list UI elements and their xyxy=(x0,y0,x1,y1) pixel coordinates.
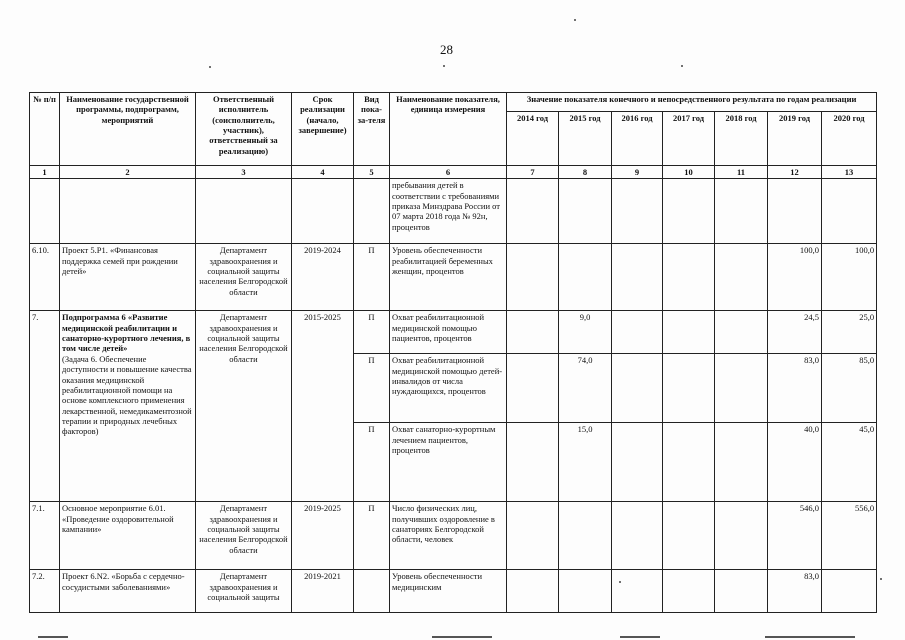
type-cell: П xyxy=(354,311,390,354)
value-2020: 85,0 xyxy=(822,354,877,423)
indicators-table xyxy=(29,92,877,613)
header-period: Срок реализации (начало, завершение) xyxy=(292,93,354,166)
column-number: 12 xyxy=(768,166,822,179)
cell-empty xyxy=(292,179,354,244)
row-number: 7.1. xyxy=(30,502,60,570)
executor-cell: Департамент здравоохранения и социальной защиты xyxy=(196,570,292,613)
value-2019: 24,5 xyxy=(768,311,822,354)
header-year: 2016 год xyxy=(612,112,663,166)
executor-cell: Департамент здравоохранения и социальной защиты населения Белгородской области xyxy=(196,502,292,570)
executor-cell: Департамент здравоохранения и социальной защиты населения Белгородской области xyxy=(196,311,292,502)
cell-empty xyxy=(60,179,196,244)
header-type: Вид пока-за-теля xyxy=(354,93,390,166)
period-cell: 2015-2025 xyxy=(292,311,354,502)
page-number: 28 xyxy=(440,42,453,57)
cell-empty xyxy=(354,179,390,244)
value-2019: 83,0 xyxy=(768,570,822,613)
column-number: 13 xyxy=(822,166,877,179)
table-row xyxy=(30,179,877,244)
executor-cell: Департамент здравоохранения и социальной защиты населения Белгородской области xyxy=(196,244,292,311)
indicator-cell: Число физических лиц, получивших оздоровление в санаториях Белгородской области, человек xyxy=(390,502,507,570)
subprogram-name xyxy=(60,311,196,502)
indicator-cell: Охват реабилитационной медицинской помощью детей-инвалидов от числа нуждающихся, процентов xyxy=(390,354,507,423)
value-2020: 25,0 xyxy=(822,311,877,354)
column-number: 5 xyxy=(354,166,390,179)
indicator-cell: Охват реабилитационной медицинской помощью пациентов, процентов xyxy=(390,311,507,354)
value-2015: 15,0 xyxy=(559,423,612,502)
header-year: 2017 год xyxy=(663,112,715,166)
value-2019: 546,0 xyxy=(768,502,822,570)
period-cell: 2019-2021 xyxy=(292,570,354,613)
header-year: 2015 год xyxy=(559,112,612,166)
scan-speck xyxy=(209,66,211,68)
column-number: 6 xyxy=(390,166,507,179)
header-year: 2018 год xyxy=(715,112,768,166)
cell-empty xyxy=(30,179,60,244)
scan-speck xyxy=(880,578,882,580)
scan-edge-mark xyxy=(620,636,660,638)
header-year: 2014 год xyxy=(507,112,559,166)
scan-speck xyxy=(443,65,445,67)
value-2015: 74,0 xyxy=(559,354,612,423)
value-2015: 9,0 xyxy=(559,311,612,354)
period-cell: 2019-2025 xyxy=(292,502,354,570)
table-row xyxy=(30,244,877,311)
header-year: 2020 год xyxy=(822,112,877,166)
column-numbers-row xyxy=(30,166,877,179)
column-number: 3 xyxy=(196,166,292,179)
row-number: 7.2. xyxy=(30,570,60,613)
activity-name: Основное мероприятие 6.01. «Проведение оздоровительной кампании» xyxy=(60,502,196,570)
column-number: 8 xyxy=(559,166,612,179)
header-values-title: Значение показателя конечного и непосредственного результата по годам реализации xyxy=(507,93,877,112)
type-cell: П xyxy=(354,502,390,570)
scan-edge-mark xyxy=(765,636,855,638)
table-header-row xyxy=(30,93,877,112)
activity-name: Проект 6.N2. «Борьба с сердечно-сосудистыми заболеваниями» xyxy=(60,570,196,613)
scan-edge-mark xyxy=(38,636,68,638)
column-number: 10 xyxy=(663,166,715,179)
type-cell: П xyxy=(354,354,390,423)
row-number: 7. xyxy=(30,311,60,502)
value-2019: 40,0 xyxy=(768,423,822,502)
header-name: Наименование государственной программы, подпрограмм, мероприятий xyxy=(60,93,196,166)
header-indicator: Наименование показателя, единица измерения xyxy=(390,93,507,166)
subprogram-title: Подпрограмма 6 «Развитие медицинской реабилитации и санаторно-курортного лечения, в том числе детей» xyxy=(62,312,191,354)
table-row xyxy=(30,311,877,354)
header-executor: Ответственный исполнитель (соисполнитель, участник), ответственный за реализацию) xyxy=(196,93,292,166)
column-number: 4 xyxy=(292,166,354,179)
column-number: 11 xyxy=(715,166,768,179)
table-row xyxy=(30,570,877,613)
type-cell xyxy=(354,570,390,613)
header-num: № п/п xyxy=(30,93,60,166)
indicator-cell: Уровень обеспеченности реабилитацией беременных женщин, процентов xyxy=(390,244,507,311)
scan-edge-mark xyxy=(432,636,492,638)
table-row xyxy=(30,502,877,570)
scan-speck xyxy=(574,19,576,21)
column-number: 2 xyxy=(60,166,196,179)
value-2020: 556,0 xyxy=(822,502,877,570)
value-2019: 100,0 xyxy=(768,244,822,311)
header-year: 2019 год xyxy=(768,112,822,166)
indicator-cell: Уровень обеспеченности медицинским xyxy=(390,570,507,613)
value-2020: 100,0 xyxy=(822,244,877,311)
period-cell: 2019-2024 xyxy=(292,244,354,311)
indicator-cell: Охват санаторно-курортным лечением пациентов, процентов xyxy=(390,423,507,502)
value-2020: 45,0 xyxy=(822,423,877,502)
cell-empty xyxy=(196,179,292,244)
subprogram-task: (Задача 6. Обеспечение доступности и повышение качества оказания медицинской реабилитационной помощи на основе комплексного применения лекарственной, немедикаментозной терапии и природных лечебных факторов) xyxy=(62,353,192,437)
activity-name: Проект 5.P1. «Финансовая поддержка семей при рождении детей» xyxy=(60,244,196,311)
scan-speck xyxy=(681,65,683,67)
indicator-cell: пребывания детей в соответствии с требованиями приказа Минздрава России от 07 марта 2018 года № 92н, процентов xyxy=(390,179,507,244)
column-number: 1 xyxy=(30,166,60,179)
column-number: 7 xyxy=(507,166,559,179)
type-cell: П xyxy=(354,423,390,502)
column-number: 9 xyxy=(612,166,663,179)
value-2019: 83,0 xyxy=(768,354,822,423)
type-cell: П xyxy=(354,244,390,311)
row-number: 6.10. xyxy=(30,244,60,311)
